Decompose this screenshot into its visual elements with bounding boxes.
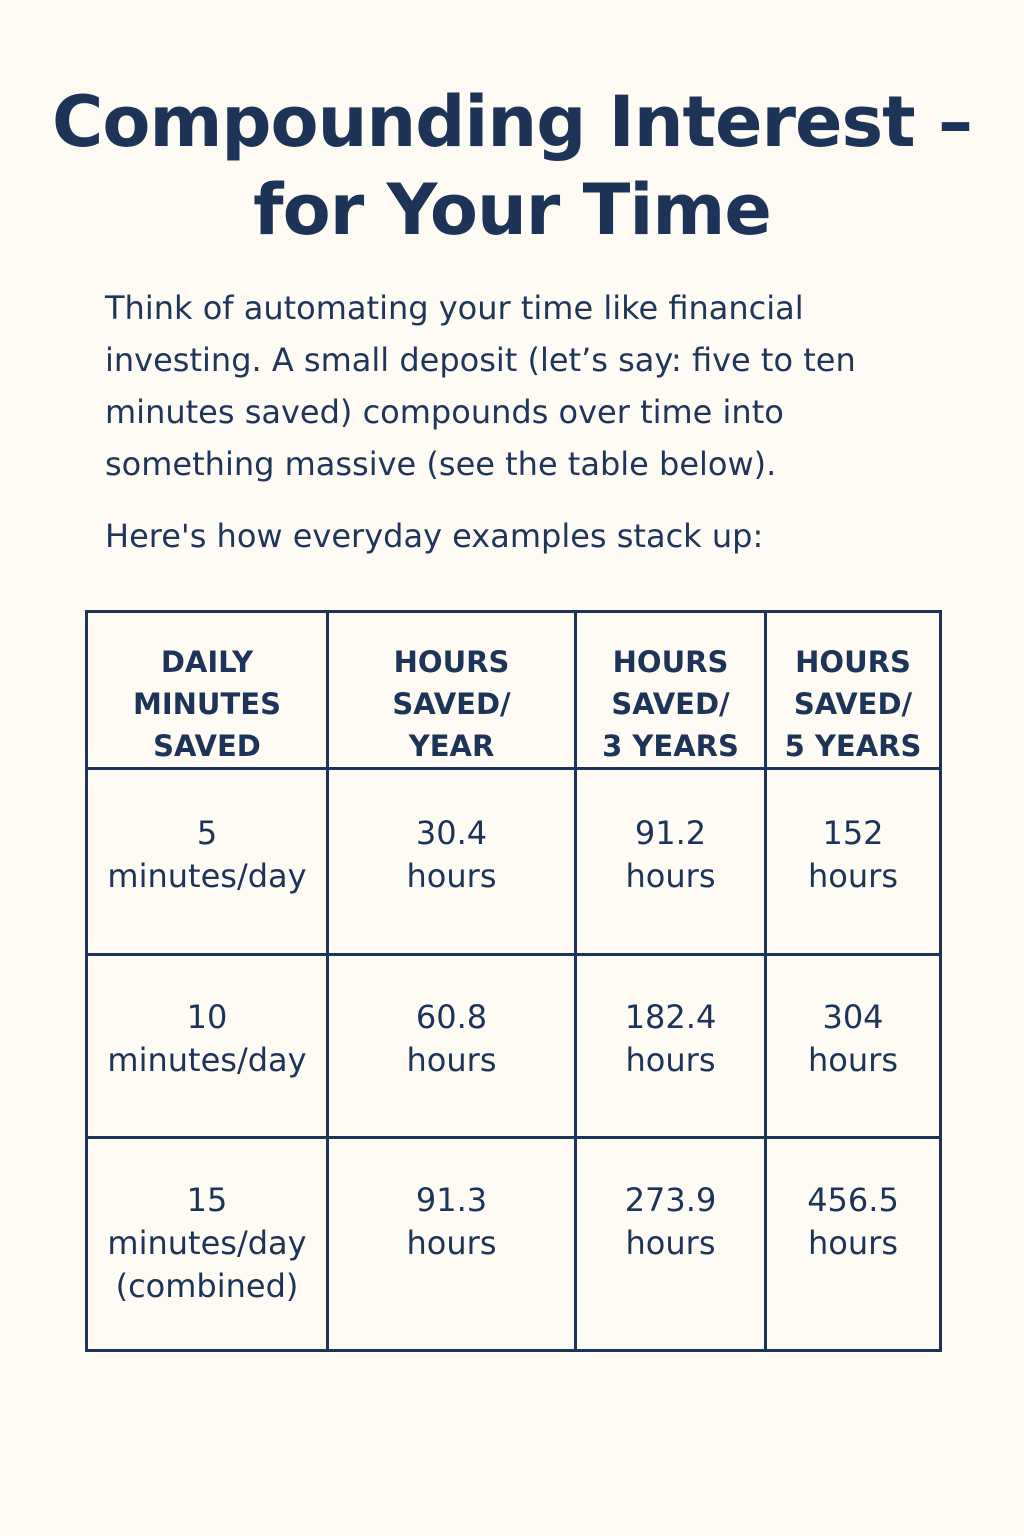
cell-value: 91.2 <box>634 814 707 852</box>
cell-unit: hours <box>808 857 898 895</box>
header-line: SAVED/ <box>611 687 730 721</box>
cell-unit: hours <box>808 1224 898 1263</box>
header-hours-saved-5-years <box>766 612 941 769</box>
cell-unit: hours <box>625 1040 716 1079</box>
cell-value: 182.4 <box>624 997 717 1036</box>
title-line-2: for Your Time <box>253 169 771 251</box>
cell-value: 60.8 <box>415 997 488 1036</box>
table-lead-text: Here's how everyday examples stack up: <box>105 517 764 555</box>
cell-unit: hours <box>625 1224 716 1263</box>
cell-unit: minutes/day <box>107 857 307 895</box>
cell-value: 5 <box>196 814 218 852</box>
cell-unit: minutes/day <box>107 1224 307 1263</box>
table-row <box>87 954 941 1138</box>
header-line: MINUTES <box>133 687 281 721</box>
table-header-row <box>87 612 941 769</box>
cell-value: 456.5 <box>807 1181 899 1220</box>
table-cell <box>766 954 941 1138</box>
cell-value: 91.3 <box>415 1181 488 1220</box>
header-line: HOURS <box>393 645 510 679</box>
cell-unit: hours <box>406 857 497 895</box>
header-line: 3 YEARS <box>602 729 739 763</box>
title-line-1: Compounding Interest – <box>52 81 972 163</box>
header-hours-saved-year <box>328 612 576 769</box>
header-line: SAVED <box>153 729 261 763</box>
header-line: HOURS <box>612 645 729 679</box>
cell-note: (combined) <box>115 1267 299 1306</box>
time-savings-table <box>85 610 942 1352</box>
table-cell <box>576 1138 766 1351</box>
header-line: HOURS <box>795 645 911 679</box>
table-row <box>87 1138 941 1351</box>
table-cell <box>87 1138 328 1351</box>
cell-unit: hours <box>808 1040 898 1079</box>
table-cell <box>87 769 328 955</box>
table-cell <box>766 769 941 955</box>
header-line: SAVED/ <box>793 687 913 721</box>
table-cell <box>87 954 328 1138</box>
intro-paragraph: Think of automating your time like financial investing. A small deposit (let’s say: five to ten minutes saved) compounds over time into something massive (see the table below). <box>105 289 856 483</box>
header-daily-minutes-saved <box>87 612 328 769</box>
cell-unit: hours <box>406 1040 497 1079</box>
table-row <box>87 769 941 955</box>
table-cell <box>576 769 766 955</box>
header-line: 5 YEARS <box>784 729 922 763</box>
header-line: DAILY <box>160 645 254 679</box>
header-hours-saved-3-years <box>576 612 766 769</box>
cell-value: 304 <box>822 997 884 1036</box>
cell-value: 15 <box>186 1181 228 1220</box>
table-cell <box>328 769 576 955</box>
page-title <box>40 78 984 254</box>
table-cell <box>328 1138 576 1351</box>
table-cell <box>766 1138 941 1351</box>
table-cell <box>328 954 576 1138</box>
header-line: YEAR <box>408 729 495 763</box>
cell-unit: hours <box>625 857 716 895</box>
cell-unit: hours <box>406 1224 497 1263</box>
table-cell <box>576 954 766 1138</box>
cell-value: 30.4 <box>415 814 488 852</box>
cell-value: 273.9 <box>624 1181 717 1220</box>
cell-value: 152 <box>822 814 884 852</box>
cell-unit: minutes/day <box>107 1040 307 1079</box>
cell-value: 10 <box>186 997 228 1036</box>
header-line: SAVED/ <box>392 687 511 721</box>
